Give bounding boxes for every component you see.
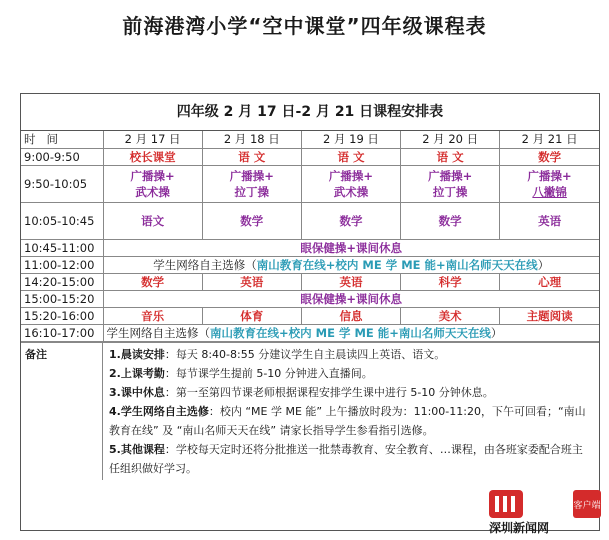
course-cell <box>401 165 500 202</box>
note-text: ：每天 8:40-8:55 分建议学生自主晨读四上英语、语文。 <box>164 347 446 361</box>
note-title: 4.学生网络自主选修 <box>109 404 209 418</box>
schedule-row <box>21 324 599 341</box>
course-line: 八撇锦 <box>532 184 567 199</box>
course-line: 广播操+ <box>527 168 572 183</box>
course-cell: 主题阅读 <box>500 307 599 324</box>
note-item <box>109 345 593 364</box>
schedule-row <box>21 165 599 202</box>
time-cell: 11:00-12:00 <box>21 256 103 273</box>
time-cell: 10:05-10:45 <box>21 202 103 239</box>
schedule-row <box>21 273 599 290</box>
page-title: 前海港湾小学“空中课堂”四年级课程表 <box>122 14 487 38</box>
notes-section <box>21 342 599 480</box>
course-cell: 英语 <box>301 273 400 290</box>
course-cell: 校长课堂 <box>103 148 202 165</box>
day-header: 2 月 21 日 <box>500 131 599 148</box>
elective-platforms: 南山教育在线+校内 ME 学 ME 能+南山名师天天在线 <box>210 325 491 340</box>
day-header: 2 月 17 日 <box>103 131 202 148</box>
course-cell: 数学 <box>500 148 599 165</box>
note-text: ：学校每天定时还将分批推送一批禁毒教育、安全教育、…课程，由各班家委配合班主任组织做好学习。 <box>109 442 583 475</box>
day-header: 2 月 18 日 <box>202 131 301 148</box>
course-cell: 数学 <box>301 202 400 239</box>
course-cell: 音乐 <box>103 307 202 324</box>
course-cell <box>301 165 400 202</box>
header-row <box>21 131 599 148</box>
note-item <box>109 402 593 440</box>
note-title: 2.上课考勤 <box>109 366 165 380</box>
course-line: 广播操+ <box>328 168 374 183</box>
elective-suffix: ） <box>490 325 503 340</box>
schedule-sheet <box>20 93 600 531</box>
course-line: 武术操 <box>135 184 170 199</box>
logo-tag: 客户端 <box>573 501 601 511</box>
schedule-row <box>21 148 599 165</box>
course-cell: 语文 <box>103 202 202 239</box>
time-cell: 15:00-15:20 <box>21 290 103 307</box>
course-cell: 数学 <box>401 202 500 239</box>
note-title: 5.其他课程 <box>109 442 165 456</box>
notes-body <box>103 343 599 480</box>
break-cell: 眼保健操+课间休息 <box>103 239 599 256</box>
course-cell: 体育 <box>202 307 301 324</box>
elective-platforms: 南山教育在线+校内 ME 学 ME 能+南山名师天天在线 <box>256 257 538 272</box>
schedule-row <box>21 307 599 324</box>
elective-suffix: ） <box>537 257 550 272</box>
course-cell: 英语 <box>500 202 599 239</box>
course-cell: 语 文 <box>401 148 500 165</box>
time-header: 时 间 <box>21 131 103 148</box>
course-cell: 英语 <box>202 273 301 290</box>
elective-prefix: 学生网络自主选修（ <box>106 325 210 340</box>
day-header: 2 月 20 日 <box>401 131 500 148</box>
note-text: ：第一至第四节课老师根据课程安排学生课中进行 5-10 分钟休息。 <box>164 385 494 399</box>
course-line: 拉丁操 <box>234 184 270 199</box>
schedule-row <box>21 290 599 307</box>
course-cell <box>500 165 599 202</box>
course-line: 广播操+ <box>229 168 274 183</box>
break-cell: 眼保健操+课间休息 <box>103 290 599 307</box>
elective-cell <box>103 324 599 341</box>
note-item <box>109 383 593 402</box>
note-text: ：每节课学生提前 5-10 分钟进入直播间。 <box>164 366 373 380</box>
note-text: ：校内 “ME 学 ME 能” 上午播放时段为：11:00-11:20，下午可回看；“南山教育在线” 及 “南山名师天天在线” 请家长指导学生参看指引选修。 <box>109 404 586 437</box>
course-line: 广播操+ <box>428 168 473 183</box>
time-cell: 10:45-11:00 <box>21 239 103 256</box>
note-item <box>109 364 593 383</box>
day-header: 2 月 19 日 <box>301 131 400 148</box>
course-cell: 科学 <box>401 273 500 290</box>
schedule-table <box>21 131 599 342</box>
notes-label: 备注 <box>21 343 103 480</box>
time-cell: 9:00-9:50 <box>21 148 103 165</box>
note-item <box>109 440 593 478</box>
course-line: 广播操+ <box>130 168 175 183</box>
course-cell: 语 文 <box>301 148 400 165</box>
course-cell: 信息 <box>301 307 400 324</box>
course-cell: 美术 <box>401 307 500 324</box>
schedule-title: 四年级 2 月 17 日-2 月 21 日课程安排表 <box>21 94 599 131</box>
elective-prefix: 学生网络自主选修（ <box>153 257 257 272</box>
course-line: 拉丁操 <box>432 184 468 199</box>
schedule-row <box>21 256 599 273</box>
course-cell: 语 文 <box>202 148 301 165</box>
note-title: 1.晨读安排 <box>109 347 165 361</box>
course-cell: 心理 <box>500 273 599 290</box>
time-cell: 16:10-17:00 <box>21 324 103 341</box>
time-cell: 15:20-16:00 <box>21 307 103 324</box>
course-line: 武术操 <box>333 184 369 199</box>
course-cell <box>103 165 202 202</box>
note-title: 3.课中休息 <box>109 385 165 399</box>
time-cell: 9:50-10:05 <box>21 165 103 202</box>
schedule-row <box>21 239 599 256</box>
course-cell <box>202 165 301 202</box>
elective-cell <box>103 256 599 273</box>
logo-brand: 深圳新闻网 <box>489 521 550 535</box>
course-cell: 数学 <box>202 202 301 239</box>
schedule-row <box>21 202 599 239</box>
course-cell: 数学 <box>103 273 202 290</box>
time-cell: 14:20-15:00 <box>21 273 103 290</box>
sznews-logo <box>485 488 605 536</box>
